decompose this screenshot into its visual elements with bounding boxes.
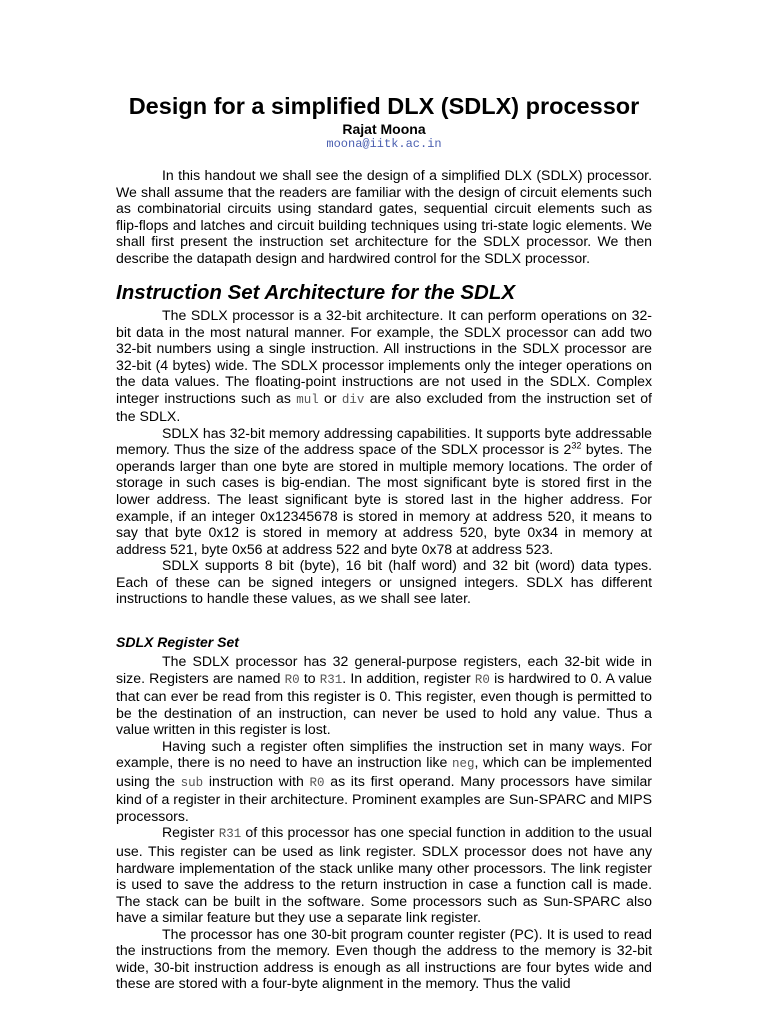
code-neg: neg	[452, 757, 475, 772]
section-heading-isa: Instruction Set Architecture for the SDLX	[116, 281, 516, 304]
register-paragraph-4: The processor has one 30-bit program counter register (PC). It is used to read the instructions from the memory. Even though the address to the memory is 32-bit wide, 30-bit instruction address is enough as all instructions are four bytes wide and these are stored with a four-byte alignment in the memory. Thus the valid	[116, 925, 652, 992]
isa-paragraph-2: SDLX has 32-bit memory addressing capabilities. It supports byte addressable memory. Thus the size of the address space of the SDLX processor is $2^{32}$ bytes. The operands larger than one byte are stored in multiple memory locations. The order of storage in such cases is big-endian. The most significant byte is stored first in the lower address. The least significant byte is stored last in the higher address. For example, if an integer 0x12345678 is stored in memory at address 520, it means to say that byte 0x12 is stored in memory at address 520, byte 0x34 in memory at address 521, byte 0x56 at address 522 and byte 0x78 at address 523.	[116, 424, 652, 557]
isa-section	[116, 307, 652, 607]
code-r0: R0	[309, 775, 325, 790]
isa-paragraph-3: SDLX supports 8 bit (byte), 16 bit (half word) and 32 bit (word) data types. Each of these can be signed integers or unsigned integers. SDLX has different instructions to handle these values, as we shall see later.	[116, 557, 652, 607]
isa-paragraph-1: The SDLX processor is a 32-bit architecture. It can perform operations on 32-bit data in the most natural manner. For example, the SDLX processor can add two 32-bit numbers using a single instruction. All instructions in the SDLX processor are 32-bit (4 bytes) wide. The SDLX processor implements only the integer operations on the data values. The floating-point instructions are not used in the SDLX. Complex integer instructions such as mul or div are also excluded from the instruction set of the SDLX.	[116, 307, 652, 425]
code-r0: R0	[474, 672, 490, 687]
code-r0: R0	[284, 672, 300, 687]
code-mul: mul	[296, 392, 319, 407]
register-paragraph-3: Register R31 of this processor has one special function in addition to the usual use. This register can be used as link register. SDLX processor does not have any hardware implementation of the stack unlike many other processors. The link register is used to save the address to the return instruction in case a function call is made. The stack can be built in the software. Some processors such as Sun-SPARC also have a similar feature but they use a separate link register.	[116, 824, 652, 926]
code-div: div	[341, 392, 365, 407]
section-heading-registers: SDLX Register Set	[116, 634, 239, 650]
register-paragraph-2: Having such a register often simplifies the instruction set in many ways. For example, there is no need to have an instruction like neg, which can be implemented using the sub instruction with R0 as its first operand. Many processors have similar kind of a register in their architecture. Prominent examples are Sun-SPARC and MIPS processors.	[116, 737, 653, 824]
register-section	[116, 653, 652, 992]
author-email: moona@iitk.ac.in	[326, 137, 442, 151]
page-title: Design for a simplified DLX (SDLX) processor	[128, 93, 640, 119]
exponent: 32	[571, 440, 582, 451]
intro-paragraph: In this handout we shall see the design of a simplified DLX (SDLX) processor. We shall assume that the readers are familiar with the design of circuit elements such as combinatorial circuits using standard gates, sequential circuit elements such as flip-flops and latches and circuit building techniques using tri-state logic elements. We shall first present the instruction set architecture for the SDLX processor. We then describe the datapath design and hardwired control for the SDLX processor.	[116, 167, 652, 266]
code-sub: sub	[180, 775, 204, 790]
intro-section	[116, 167, 652, 266]
code-r31: R31	[319, 672, 343, 687]
code-r31: R31	[218, 827, 242, 842]
register-paragraph-1: The SDLX processor has 32 general-purpose registers, each 32-bit wide in size. Registers are named R0 to R31. In addition, register R0 is hardwired to 0. A value that can ever be read from this register is 0. This register, even though is permitted to be the destination of an instruction, can never be used to hold any value. Thus a value written in this register is lost.	[116, 653, 653, 738]
author-name: Rajat Moona	[342, 121, 426, 137]
